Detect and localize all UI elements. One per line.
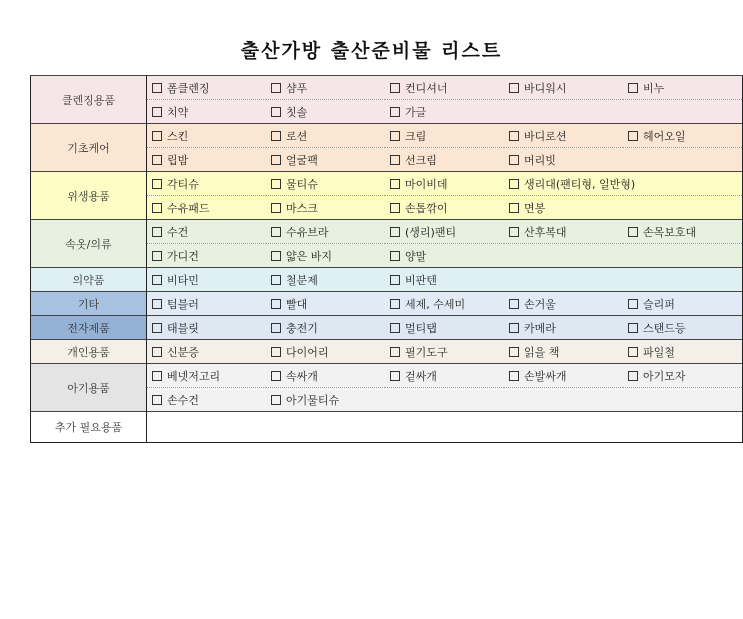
checklist-item[interactable]: [266, 268, 385, 292]
checklist-item[interactable]: [623, 340, 743, 364]
checkbox-icon[interactable]: [509, 299, 519, 309]
checklist-item[interactable]: [504, 196, 623, 220]
checkbox-icon[interactable]: [390, 131, 400, 141]
checklist-row: [31, 220, 743, 244]
item-label: 손수건: [167, 393, 199, 407]
category-label: 전자제품: [31, 316, 147, 340]
empty-cell: [504, 100, 623, 124]
checklist-item[interactable]: [266, 100, 385, 124]
empty-cell: [385, 388, 504, 412]
item-label: 수유패드: [167, 201, 210, 215]
empty-cell: [504, 388, 623, 412]
checklist-item[interactable]: [623, 316, 743, 340]
item-label: 텀블러: [167, 297, 199, 311]
checklist-item[interactable]: [623, 124, 743, 148]
item-label: 샴푸: [286, 81, 308, 95]
checklist-item[interactable]: [504, 340, 623, 364]
checklist-row: [31, 268, 743, 292]
item-label: (생리)팬티: [405, 225, 457, 239]
checklist-item[interactable]: [266, 340, 385, 364]
empty-cell: [623, 100, 743, 124]
checklist-row: [31, 340, 743, 364]
checkbox-icon[interactable]: [152, 347, 162, 357]
item-label: 수유브라: [286, 225, 329, 239]
item-label: 손거울: [524, 297, 556, 311]
item-label: 비누: [643, 81, 665, 95]
checklist-item[interactable]: [266, 364, 385, 388]
category-label: 기타: [31, 292, 147, 316]
checkbox-icon[interactable]: [271, 203, 281, 213]
checkbox-icon[interactable]: [628, 371, 638, 381]
item-label: 세제, 수세미: [405, 297, 466, 311]
item-label: 마이비데: [405, 177, 448, 191]
checklist-item[interactable]: [385, 220, 504, 244]
item-label: 물티슈: [286, 177, 318, 191]
item-label: 겉싸개: [405, 369, 437, 383]
item-label: 필기도구: [405, 345, 448, 359]
checkbox-icon[interactable]: [152, 107, 162, 117]
checklist-item[interactable]: [147, 196, 267, 220]
checklist-table: [30, 75, 743, 443]
category-label: 속옷/의류: [31, 220, 147, 268]
checklist-item[interactable]: [147, 148, 267, 172]
item-label: 컨디셔너: [405, 81, 448, 95]
checklist-item[interactable]: [385, 100, 504, 124]
item-label: 스킨: [167, 129, 189, 143]
checkbox-icon[interactable]: [628, 227, 638, 237]
item-label: 철분제: [286, 273, 318, 287]
category-label: 기초케어: [31, 124, 147, 172]
empty-cell: [266, 412, 385, 443]
item-label: 로션: [286, 129, 308, 143]
checklist-item[interactable]: [147, 220, 267, 244]
checkbox-icon[interactable]: [509, 371, 519, 381]
checklist-item[interactable]: [385, 244, 504, 268]
checklist-item[interactable]: [266, 316, 385, 340]
page-title: 출산가방 출산준비물 리스트: [240, 40, 503, 62]
checkbox-icon[interactable]: [509, 227, 519, 237]
checkbox-icon[interactable]: [152, 371, 162, 381]
checkbox-icon[interactable]: [509, 179, 519, 189]
checklist-item[interactable]: [504, 148, 623, 172]
empty-cell: [623, 412, 743, 443]
checkbox-icon[interactable]: [271, 227, 281, 237]
item-label: 생리대(팬티형, 일반형): [524, 177, 636, 191]
empty-cell: [504, 412, 623, 443]
item-label: 바디워시: [524, 81, 567, 95]
checkbox-icon[interactable]: [271, 395, 281, 405]
checklist-item[interactable]: [504, 220, 623, 244]
item-label: 멀티탭: [405, 321, 437, 335]
checklist-row: [31, 172, 743, 196]
checklist-item[interactable]: [266, 124, 385, 148]
checklist-item[interactable]: [385, 340, 504, 364]
checklist-row: [31, 124, 743, 148]
item-label: 선크림: [405, 153, 437, 167]
checklist-item[interactable]: [266, 388, 385, 412]
checklist-item[interactable]: [147, 124, 267, 148]
item-label: 면봉: [524, 201, 546, 215]
empty-cell: [504, 244, 623, 268]
item-label: 카메라: [524, 321, 556, 335]
checkbox-icon[interactable]: [390, 179, 400, 189]
checkbox-icon[interactable]: [271, 155, 281, 165]
item-label: 슬리퍼: [643, 297, 675, 311]
checkbox-icon[interactable]: [628, 347, 638, 357]
item-label: 비판텐: [405, 273, 437, 287]
item-label: 스탠드등: [643, 321, 686, 335]
checklist-item[interactable]: [147, 100, 267, 124]
checklist-row: [31, 412, 743, 443]
item-label: 손톱깎이: [405, 201, 448, 215]
checkbox-icon[interactable]: [509, 323, 519, 333]
checklist-item[interactable]: [147, 340, 267, 364]
item-label: 충전기: [286, 321, 318, 335]
checklist-item[interactable]: [623, 364, 743, 388]
item-label: 머리빗: [524, 153, 556, 167]
category-label: 개인용품: [31, 340, 147, 364]
checkbox-icon[interactable]: [152, 275, 162, 285]
checklist-row: [31, 292, 743, 316]
item-label: 손목보호대: [643, 225, 697, 239]
checkbox-icon[interactable]: [390, 155, 400, 165]
checklist-item[interactable]: [266, 220, 385, 244]
category-label: 클렌징용품: [31, 76, 147, 124]
item-label: 아기물티슈: [286, 393, 340, 407]
checklist-item[interactable]: [266, 244, 385, 268]
checklist-item[interactable]: [147, 364, 267, 388]
checklist-item[interactable]: [623, 220, 743, 244]
empty-cell: [623, 148, 743, 172]
checkbox-icon[interactable]: [390, 83, 400, 93]
checkbox-icon[interactable]: [509, 155, 519, 165]
checklist-item[interactable]: [147, 388, 267, 412]
item-label: 가디건: [167, 249, 199, 263]
item-label: 수건: [167, 225, 189, 239]
item-label: 비타민: [167, 273, 199, 287]
checklist-row: [31, 76, 743, 100]
item-label: 폼클렌징: [167, 81, 210, 95]
empty-cell: [623, 268, 743, 292]
checklist-item[interactable]: [385, 268, 504, 292]
checklist-item[interactable]: [504, 364, 623, 388]
checklist-item[interactable]: [385, 124, 504, 148]
checklist-item[interactable]: [266, 76, 385, 100]
empty-cell: [147, 412, 267, 443]
checklist-item[interactable]: [147, 316, 267, 340]
checkbox-icon[interactable]: [271, 347, 281, 357]
checklist-item[interactable]: [504, 292, 623, 316]
checklist-item[interactable]: [504, 316, 623, 340]
item-label: 신분증: [167, 345, 199, 359]
empty-cell: [623, 172, 743, 196]
checkbox-icon[interactable]: [390, 107, 400, 117]
checklist-item[interactable]: [266, 148, 385, 172]
checklist-row: [31, 364, 743, 388]
checklist-item[interactable]: [147, 268, 267, 292]
checkbox-icon[interactable]: [628, 299, 638, 309]
checkbox-icon[interactable]: [390, 251, 400, 261]
checkbox-icon[interactable]: [390, 347, 400, 357]
checkbox-icon[interactable]: [271, 131, 281, 141]
checklist-item[interactable]: [266, 172, 385, 196]
checkbox-icon[interactable]: [152, 299, 162, 309]
item-label: 다이어리: [286, 345, 329, 359]
item-label: 헤어오일: [643, 129, 686, 143]
item-label: 파일철: [643, 345, 675, 359]
checkbox-icon[interactable]: [271, 179, 281, 189]
checklist-item[interactable]: [147, 244, 267, 268]
checkbox-icon[interactable]: [390, 203, 400, 213]
item-label: 속싸개: [286, 369, 318, 383]
category-label: 아기용품: [31, 364, 147, 412]
checkbox-icon[interactable]: [152, 251, 162, 261]
empty-cell: [504, 268, 623, 292]
checkbox-icon[interactable]: [271, 299, 281, 309]
checkbox-icon[interactable]: [271, 251, 281, 261]
category-label: 위생용품: [31, 172, 147, 220]
checkbox-icon[interactable]: [271, 371, 281, 381]
item-label: 립밤: [167, 153, 189, 167]
checkbox-icon[interactable]: [390, 299, 400, 309]
checklist-item[interactable]: [147, 76, 267, 100]
item-label: 빨대: [286, 297, 308, 311]
checkbox-icon[interactable]: [152, 395, 162, 405]
checkbox-icon[interactable]: [509, 203, 519, 213]
empty-cell: [623, 388, 743, 412]
checklist-item[interactable]: [147, 292, 267, 316]
checklist-item[interactable]: [504, 124, 623, 148]
checklist-item[interactable]: [266, 292, 385, 316]
item-label: 아기모자: [643, 369, 686, 383]
checklist-item[interactable]: [385, 148, 504, 172]
checkbox-icon[interactable]: [271, 83, 281, 93]
checklist-row: [31, 316, 743, 340]
item-label: 산후복대: [524, 225, 567, 239]
item-label: 가글: [405, 105, 427, 119]
checklist-item[interactable]: [504, 172, 636, 196]
checklist-item[interactable]: [147, 172, 267, 196]
checklist-item[interactable]: [385, 292, 504, 316]
checkbox-icon[interactable]: [509, 131, 519, 141]
item-label: 읽을 책: [524, 345, 560, 359]
checkbox-icon[interactable]: [271, 107, 281, 117]
empty-cell: [385, 412, 504, 443]
item-label: 바디로션: [524, 129, 567, 143]
checklist-item[interactable]: [385, 172, 504, 196]
empty-cell: [623, 196, 743, 220]
item-label: 태블릿: [167, 321, 199, 335]
checklist-item[interactable]: [385, 364, 504, 388]
checkbox-icon[interactable]: [152, 131, 162, 141]
checkbox-icon[interactable]: [628, 131, 638, 141]
checkbox-icon[interactable]: [152, 155, 162, 165]
checkbox-icon[interactable]: [152, 227, 162, 237]
checkbox-icon[interactable]: [390, 227, 400, 237]
item-label: 칫솔: [286, 105, 308, 119]
category-label: 추가 필요용품: [31, 412, 147, 443]
checklist-item[interactable]: [385, 76, 504, 100]
checkbox-icon[interactable]: [271, 275, 281, 285]
checkbox-icon[interactable]: [390, 323, 400, 333]
item-label: 치약: [167, 105, 189, 119]
item-label: 얼굴팩: [286, 153, 318, 167]
checklist-item[interactable]: [504, 76, 623, 100]
item-label: 얇은 바지: [286, 249, 333, 263]
checkbox-icon[interactable]: [509, 83, 519, 93]
category-label: 의약품: [31, 268, 147, 292]
item-label: 손발싸개: [524, 369, 567, 383]
checkbox-icon[interactable]: [152, 323, 162, 333]
empty-cell: [623, 244, 743, 268]
checklist-item[interactable]: [385, 316, 504, 340]
checklist-item[interactable]: [623, 76, 743, 100]
checkbox-icon[interactable]: [152, 179, 162, 189]
checkbox-icon[interactable]: [152, 83, 162, 93]
item-label: 양말: [405, 249, 427, 263]
checkbox-icon[interactable]: [390, 275, 400, 285]
checkbox-icon[interactable]: [628, 83, 638, 93]
item-label: 베넷저고리: [167, 369, 221, 383]
checkbox-icon[interactable]: [509, 347, 519, 357]
checklist-item[interactable]: [385, 196, 504, 220]
checkbox-icon[interactable]: [152, 203, 162, 213]
checklist-item[interactable]: [623, 292, 743, 316]
checkbox-icon[interactable]: [628, 323, 638, 333]
item-label: 각티슈: [167, 177, 199, 191]
checklist-item[interactable]: [266, 196, 385, 220]
checkbox-icon[interactable]: [390, 371, 400, 381]
item-label: 크림: [405, 129, 427, 143]
checkbox-icon[interactable]: [271, 323, 281, 333]
item-label: 마스크: [286, 201, 318, 215]
